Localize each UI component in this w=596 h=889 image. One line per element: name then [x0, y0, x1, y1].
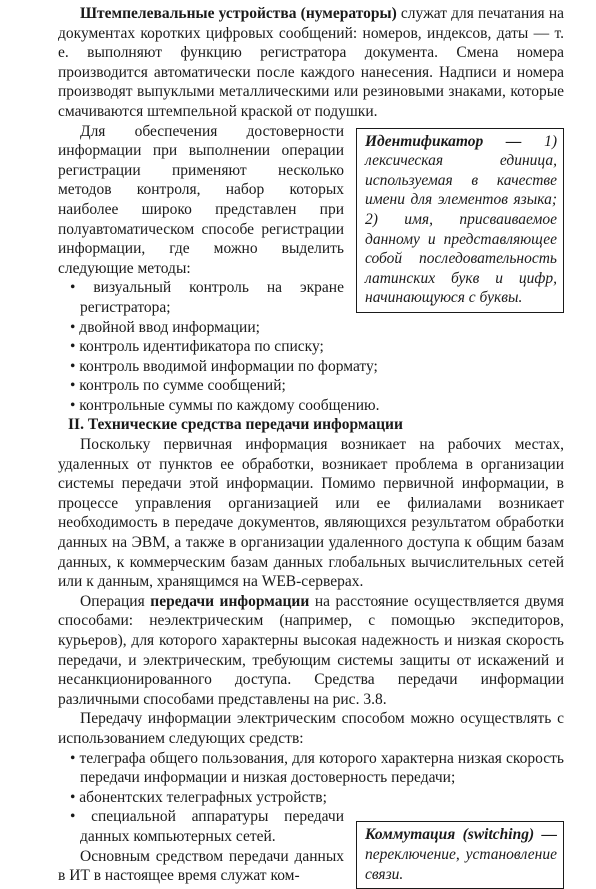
term-information-transmission: передачи информации [150, 592, 310, 610]
list-item: • контроль идентификатора по списку; [70, 338, 324, 356]
list-item: • телеграфа общего пользования, для которого характерна низкая скорость передачи информации и низкая достоверность передачи; [70, 749, 564, 787]
definition-text-switching: переключение, установление связи. [365, 845, 557, 883]
list-item: • контроль вводимой информации по формату; [70, 357, 378, 375]
term-stamping-devices: Штемпелевальные устройства (нумераторы) [80, 5, 397, 22]
document-page [58, 4, 564, 889]
transmission-text-after: на расстояние осуществляется двумя способами: неэлектрическим (например, с помощью экспедиторов, курьеров), для которого характерны высокая надежность и низкая скорость передачи, и электрическим, требующим системы защиты от искажений и несанкционированного доступа. Средства передачи информации различными способами представлены на рис. 3.8. [58, 592, 565, 708]
paragraph-electrical-means: Передачу информации электрическим способом можно осуществлять с использованием следующих средств: [58, 710, 564, 747]
paragraph-primary-information: Поскольку первичная информация возникает на рабочих местах, удаленных от пунктов ее обработки, возникает проблема в организации системы передачи этой информации. Помимо первичной информации, в процессе управления организацией или ее филиалами возникает необходимость в передаче документов, являющихся результатом обработки данных на ЭВМ, а также в организации удаленного доступа к общим базам данных, к коммерческим базам данных глобальных вычислительных сетей или к данным, хранящимся на WEB-серверах. [58, 436, 564, 591]
list-item: • абонентских телеграфных устройств; [70, 788, 327, 806]
paragraph-stamping-devices [58, 4, 564, 122]
definition-term-switching: Коммутация (switching) — [365, 826, 557, 844]
definition-box-switching [356, 821, 564, 889]
list-item: • контрольные суммы по каждому сообщению. [70, 396, 380, 414]
stamping-devices-text: служат для печатания на документах коротких цифровых сообщений: номеров, индексов, даты — т. е. выполняют функцию регистратора документа. Смена номера производится автоматически после каждого нанесения. Надписи и номера производят выпуклыми металлическими или резиновыми знаками, которые смачиваются штемпельной краской от подушки. [58, 5, 564, 120]
list-item: • контроль по сумме сообщений; [70, 377, 286, 395]
definition-text-identifier: 1) лексическая единица, используемая в качестве имени для элементов языка; 2) имя, присваиваемое данному и представляющее собой последовательность латинских букв и цифр, начинающуюся с буквы. [365, 132, 557, 307]
definition-term-identifier: Идентификатор — [365, 132, 522, 150]
paragraph-transmission-operation [58, 592, 564, 710]
section-heading: II. Технические средства передачи информации [68, 416, 403, 434]
paragraph-main-means: Основным средством передачи данных в ИТ в настоящее время служат ком- [58, 847, 344, 885]
list-item: • визуальный контроль на экране регистратора; [70, 279, 344, 316]
list-item: • специальной аппаратуры передачи данных компьютерных сетей. [70, 808, 344, 845]
definition-box-identifier [356, 128, 564, 313]
transmission-text-before: Операция [80, 592, 151, 610]
paragraph-control-methods: Для обеспечения достоверности информации при выполнении операции регистрации применяют несколько методов контроля, набор которых наиболее широко представлен при полуавтоматическом способе регистрации информации, где можно выделить следующие методы: [58, 122, 344, 277]
list-item: • двойной ввод информации; [70, 318, 260, 336]
